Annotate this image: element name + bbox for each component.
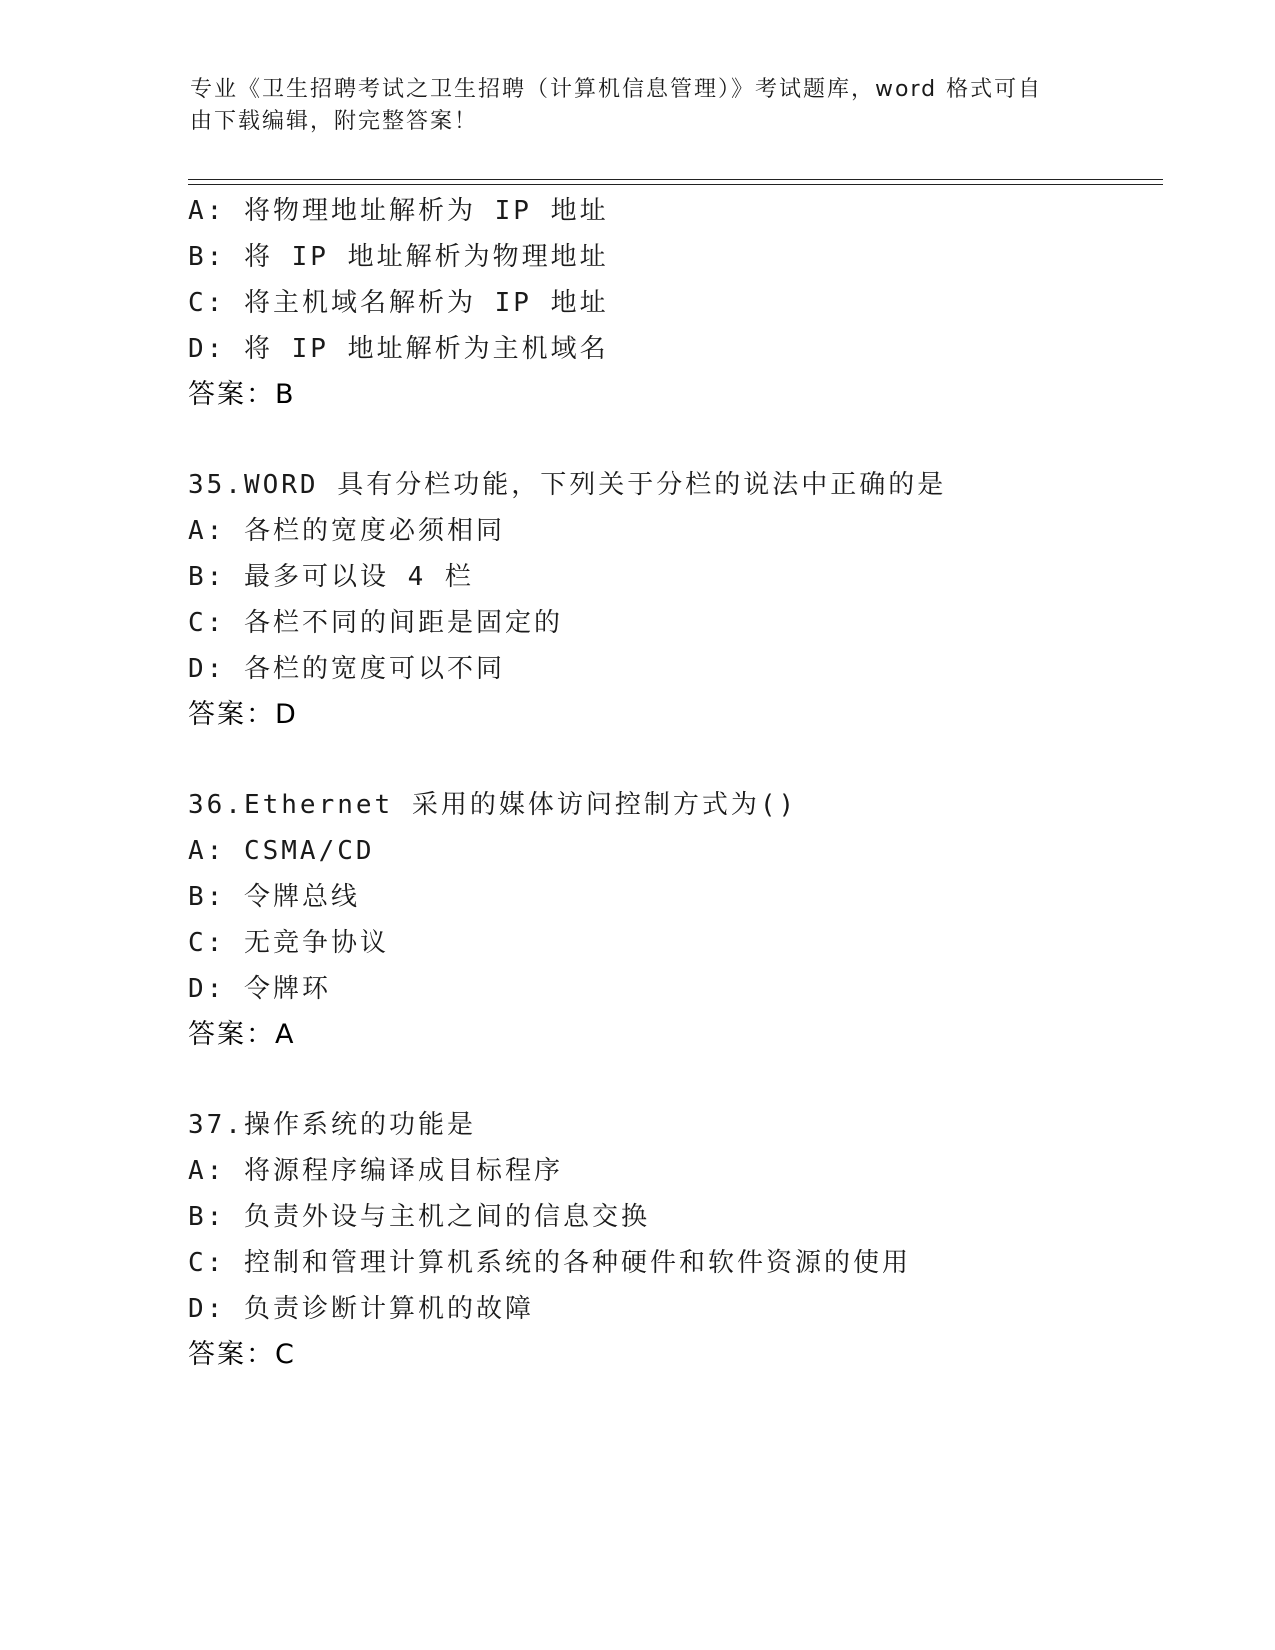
question-list — [188, 188, 1148, 1378]
option-c: C: 将主机域名解析为 IP 地址 — [188, 288, 609, 318]
header-line-2: 由下载编辑，附完整答案！ — [190, 109, 479, 134]
document-header — [190, 74, 1090, 138]
answer-line: 答案：B — [188, 379, 296, 410]
question-stem: 35.WORD 具有分栏功能，下列关于分栏的说法中正确的是 — [188, 470, 947, 500]
option-b: B: 负责外设与主机之间的信息交换 — [188, 1202, 650, 1232]
option-a: A: CSMA/CD — [188, 836, 375, 866]
answer-line: 答案：D — [188, 699, 298, 730]
option-c: C: 无竞争协议 — [188, 928, 389, 958]
header-divider-bottom — [188, 184, 1163, 185]
question-34-partial — [188, 188, 1148, 418]
header-line-1: 专业《卫生招聘考试之卫生招聘（计算机信息管理）》考试题库，word 格式可自 — [190, 77, 1043, 102]
option-a: A: 将源程序编译成目标程序 — [188, 1156, 563, 1186]
option-d: D: 各栏的宽度可以不同 — [188, 654, 505, 684]
option-d: D: 负责诊断计算机的故障 — [188, 1294, 534, 1324]
option-a: A: 将物理地址解析为 IP 地址 — [188, 196, 609, 226]
option-a: A: 各栏的宽度必须相同 — [188, 516, 505, 546]
question-stem: 36.Ethernet 采用的媒体访问控制方式为() — [188, 790, 798, 820]
answer-line: 答案：C — [188, 1339, 296, 1370]
answer-line: 答案：A — [188, 1019, 296, 1050]
question-35 — [188, 462, 1148, 738]
option-c: C: 控制和管理计算机系统的各种硬件和软件资源的使用 — [188, 1248, 911, 1278]
option-b: B: 将 IP 地址解析为物理地址 — [188, 242, 609, 272]
question-stem: 37.操作系统的功能是 — [188, 1110, 476, 1140]
option-b: B: 令牌总线 — [188, 882, 360, 912]
header-divider-top — [188, 179, 1163, 180]
spacer — [188, 1058, 1148, 1102]
option-c: C: 各栏不同的间距是固定的 — [188, 608, 563, 638]
question-37 — [188, 1102, 1148, 1378]
spacer — [188, 738, 1148, 782]
question-36 — [188, 782, 1148, 1058]
option-b: B: 最多可以设 4 栏 — [188, 562, 474, 592]
option-d: D: 将 IP 地址解析为主机域名 — [188, 334, 609, 364]
spacer — [188, 418, 1148, 462]
option-d: D: 令牌环 — [188, 974, 331, 1004]
